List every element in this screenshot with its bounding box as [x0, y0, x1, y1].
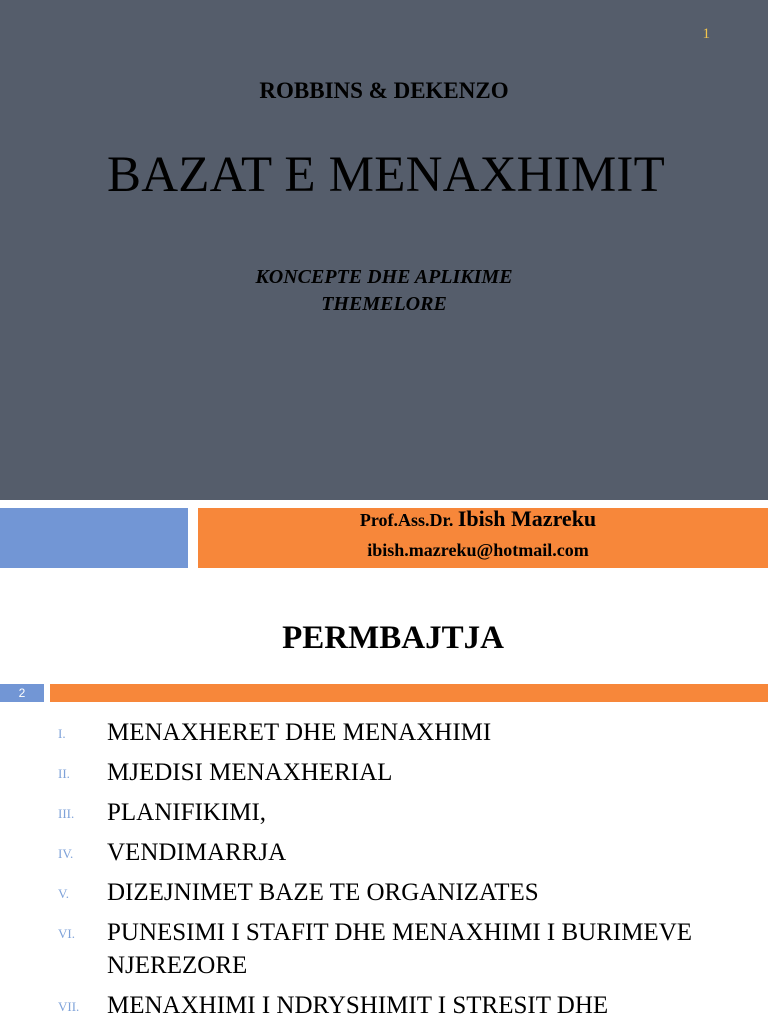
item-text: DIZEJNIMET BAZE TE ORGANIZATES	[107, 879, 539, 906]
item-text: MENAXHIMI I NDRYSHIMIT I STRESIT DHE	[107, 992, 609, 1019]
contents-slide	[0, 568, 768, 1024]
list-item	[0, 796, 768, 836]
presentation-subtitle	[0, 264, 768, 318]
item-numeral: III.	[58, 806, 75, 821]
list-item	[0, 756, 768, 796]
presenter-prefix: Prof.Ass.Dr.	[359, 510, 454, 530]
item-numeral: VII.	[58, 999, 80, 1014]
item-numeral: VI.	[58, 926, 75, 941]
blue-accent-block	[0, 508, 188, 568]
presenter-info	[198, 506, 758, 565]
list-item	[0, 836, 768, 876]
authors-heading: ROBBINS & DEKENZO	[259, 78, 509, 103]
list-item	[0, 916, 768, 989]
title-slide-background	[0, 0, 768, 500]
slide-number: 1	[702, 26, 710, 42]
item-numeral: I.	[58, 726, 66, 741]
orange-header-bar	[50, 684, 768, 702]
item-numeral: II.	[58, 766, 70, 781]
list-item	[0, 716, 768, 756]
presenter-line	[198, 506, 758, 533]
subtitle-line-2: THEMELORE	[321, 293, 447, 315]
item-text: PUNESIMI I STAFIT DHE MENAXHIMI I BURIMEVE NJEREZORE	[107, 919, 693, 979]
list-item	[0, 989, 768, 1029]
item-text: MJEDISI MENAXHERIAL	[107, 759, 393, 786]
contents-title: PERMBAJTJA	[282, 620, 504, 656]
subtitle-line-1: KONCEPTE DHE APLIKIME	[255, 266, 513, 288]
item-text: MENAXHERET DHE MENAXHIMI	[107, 719, 492, 746]
presenter-email: ibish.mazreku@hotmail.com	[367, 540, 589, 560]
list-item	[0, 876, 768, 916]
presentation-title: BAZAT E MENAXHIMIT	[107, 147, 665, 203]
contents-list	[0, 716, 768, 1029]
item-text: VENDIMARRJA	[107, 839, 287, 866]
slide-number: 2	[0, 684, 44, 702]
item-numeral: V.	[58, 886, 69, 901]
item-text: PLANIFIKIMI,	[107, 799, 267, 826]
presenter-name: Ibish Mazreku	[457, 506, 597, 531]
item-numeral: IV.	[58, 846, 74, 861]
